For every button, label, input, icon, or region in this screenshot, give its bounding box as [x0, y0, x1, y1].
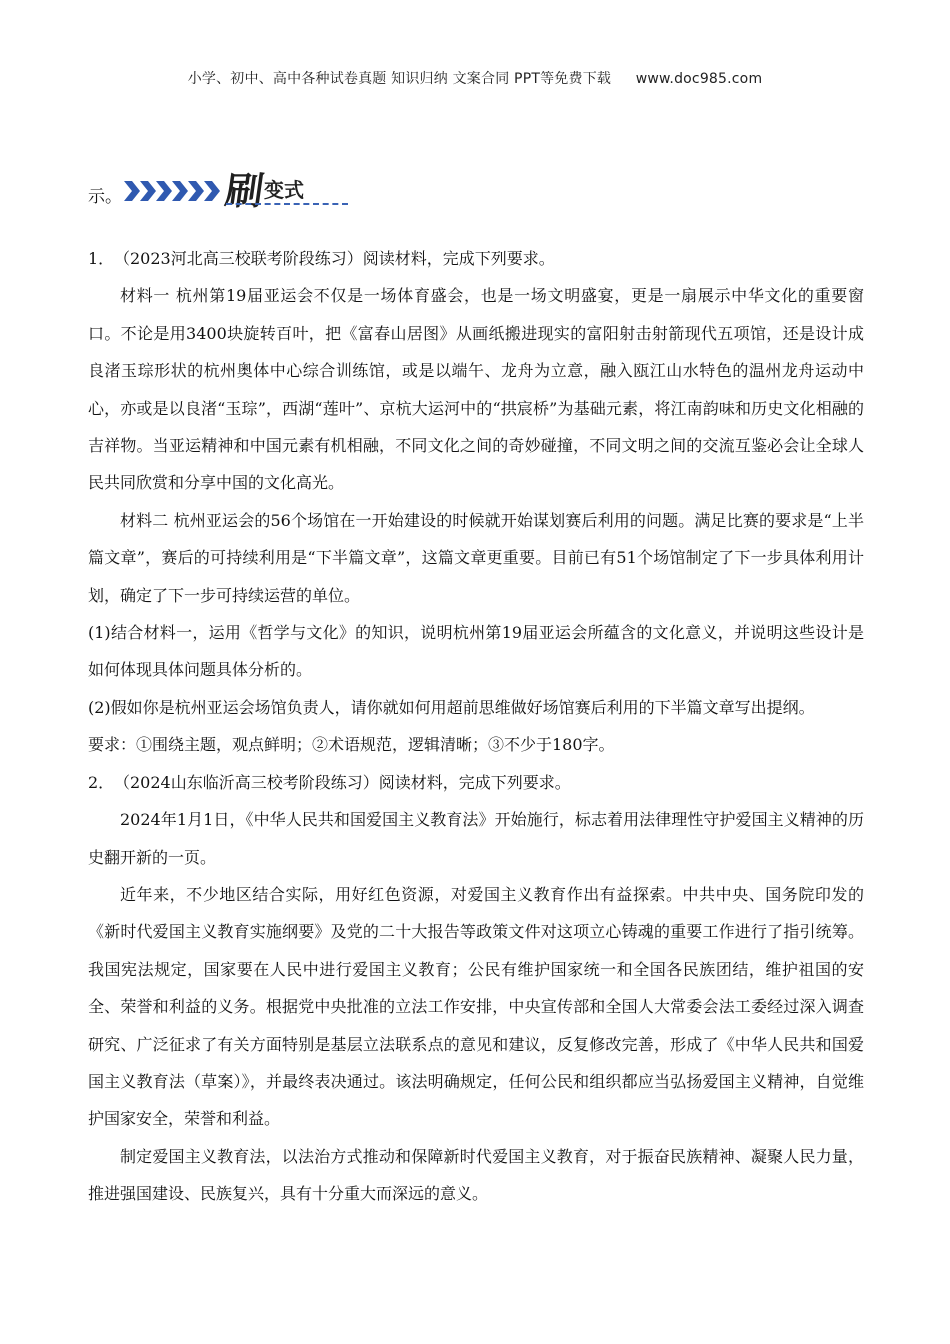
chevron-arrows-icon: [124, 178, 224, 204]
q1-requirement: 要求：①围绕主题，观点鲜明；②术语规范，逻辑清晰；③不少于180字。: [88, 735, 615, 755]
q1-material2: 材料二 杭州亚运会的56个场馆在一开始建设的时候就开始谋划赛后利用的问题。满足比赛的要求是“上半篇文章”，赛后的可持续利用是“下半篇文章”，这篇文章更重要。目前已有51个场馆制定了下一步具体利用计划，确定了下一步可持续运营的单位。: [88, 510, 864, 605]
header-text: 小学、初中、高中各种试卷真题 知识归纳 文案合同 PPT等免费下载: [187, 71, 612, 87]
q1-title: （2023河北高三校联考阶段练习）阅读材料，完成下列要求。: [114, 249, 555, 268]
q2-para1: 2024年1月1日，《中华人民共和国爱国主义教育法》开始施行，标志着用法律理性守护爱国主义精神的历史翻开新的一页。: [88, 810, 864, 867]
q1-sub2: (2)假如你是杭州亚运会场馆负责人，请你就如何用超前思维做好场馆赛后利用的下半篇文章写出提纲。: [88, 697, 815, 717]
q2-title-line: [88, 764, 864, 801]
page-header: [0, 68, 950, 88]
header-site-link[interactable]: www.doc985.com: [635, 71, 763, 87]
q1-title-line: [88, 240, 864, 277]
section-banner: [88, 158, 388, 213]
section-underline: [226, 203, 348, 205]
q2-title: （2024山东临沂高三校考阶段练习）阅读材料，完成下列要求。: [114, 772, 571, 792]
q2-para2: 近年来，不少地区结合实际，用好红色资源，对爱国主义教育作出有益探索。中共中央、国务院印发的《新时代爱国主义教育实施纲要》及党的二十大报告等政策文件对这项立心铸魂的重要工作进行了指引统筹。我国宪法规定，国家要在人民中进行爱国主义教育；公民有维护国家统一和全国各民族团结，维护祖国的安全、荣誉和利益的义务。根据党中央批准的立法工作安排，中央宣传部和全国人大常委会法工委经过深入调查研究、广泛征求了有关方面特别是基层立法联系点的意见和建议，反复修改完善，形成了《中华人民共和国爱国主义教育法（草案）》，并最终表决通过。该法明确规定，任何公民和组织都应当弘扬爱国主义精神，自觉维护国家安全，荣誉和利益。: [88, 884, 864, 1129]
brush-char-logo: 刷: [222, 169, 265, 213]
q1-material1: 材料一 杭州第19届亚运会不仅是一场体育盛会，也是一场文明盛宴，更是一扇展示中华文化的重要窗口。不论是用3400块旋转百叶，把《富春山居图》从画纸搬进现实的富阳射击射箭现代五项馆，还是设计成良渚玉琮形状的杭州奥体中心综合训练馆，或是以端午、龙舟为立意，融入瓯江山水特色的温州龙舟运动中心，亦或是以良渚“玉琮”，西湖“莲叶”、京杭大运河中的“拱宸桥”为基础元素，将江南韵味和历史文化相融的吉祥物。当亚运精神和中国元素有机相融，不同文化之间的奇妙碰撞，不同文明之间的交流互鉴必会让全球人民共同欣赏和分享中国的文化高光。: [88, 286, 864, 493]
section-label: 变式: [264, 178, 304, 202]
q1-number: 1．: [88, 249, 115, 268]
q1-sub1: (1)结合材料一，运用《哲学与文化》的知识，说明杭州第19届亚运会所蕴含的文化意义，并说明这些设计是如何体现具体问题具体分析的。: [88, 623, 864, 680]
q2-para3: 制定爱国主义教育法，以法治方式推动和保障新时代爱国主义教育，对于振奋民族精神、凝聚人民力量，推进强国建设、民族复兴，具有十分重大而深远的意义。: [88, 1146, 864, 1204]
section-lead-text: 示。: [88, 187, 122, 207]
document-body: [88, 240, 864, 1213]
q2-number: 2．: [88, 772, 115, 792]
